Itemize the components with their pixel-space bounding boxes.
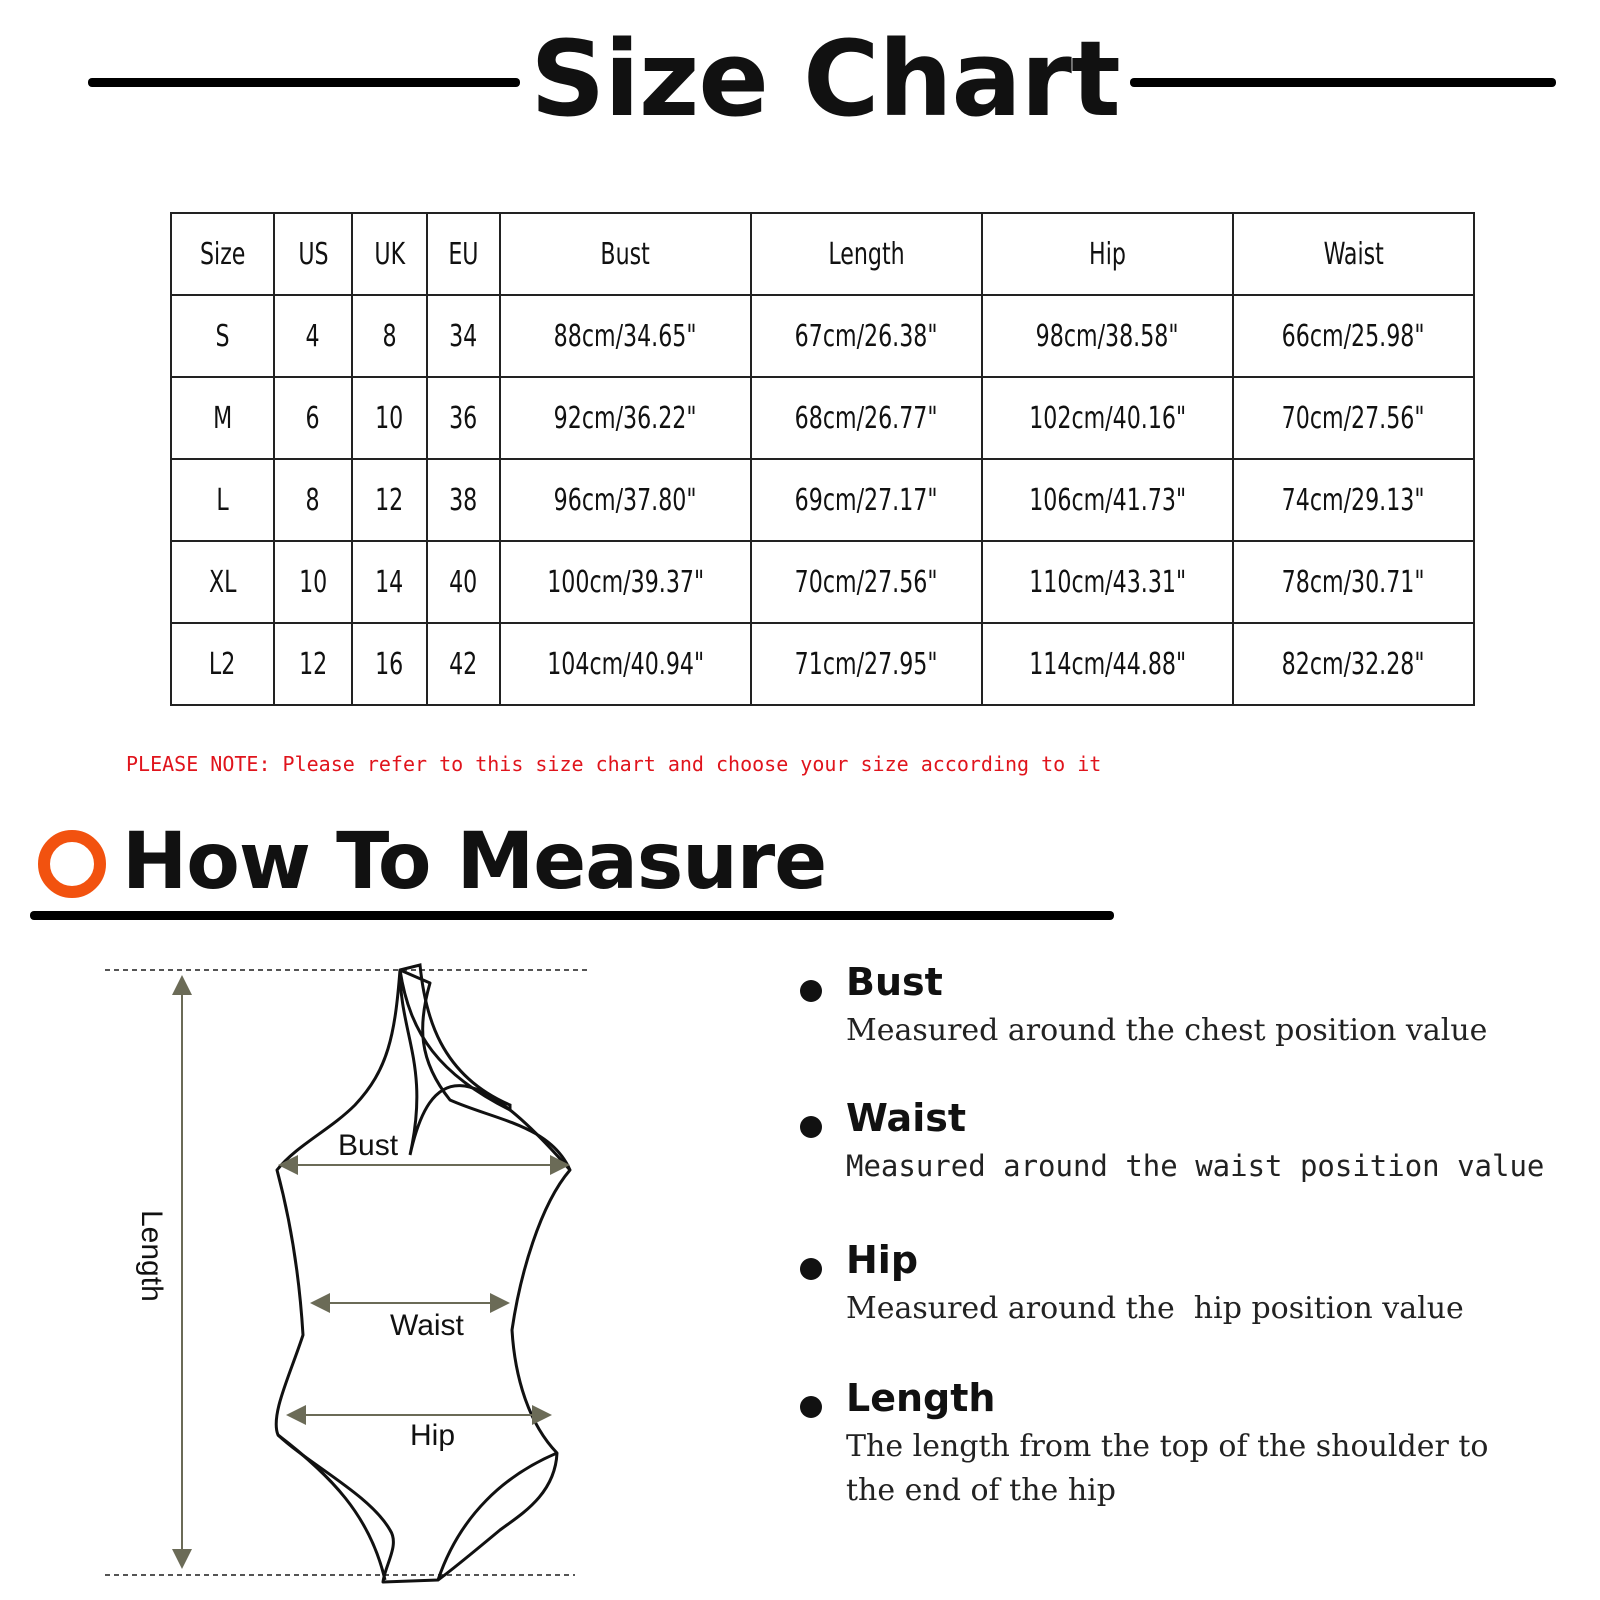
- table-cell: 8: [352, 295, 427, 377]
- column-header: Length: [751, 213, 982, 295]
- table-cell: 106cm/41.73": [982, 459, 1233, 541]
- column-header: Waist: [1233, 213, 1474, 295]
- table-cell: 16: [352, 623, 427, 705]
- table-row: [171, 623, 1474, 705]
- definition-text: Measured around the waist position value: [846, 1149, 1545, 1183]
- title-rule-right: [1130, 78, 1556, 87]
- table-cell: 40: [427, 541, 500, 623]
- length-label: Length: [135, 1210, 168, 1302]
- table-cell: 71cm/27.95": [751, 623, 982, 705]
- table-cell: 12: [274, 623, 352, 705]
- table-cell: M: [171, 377, 274, 459]
- leg-left: [278, 1435, 385, 1580]
- table-cell: 110cm/43.31": [982, 541, 1233, 623]
- table-cell: 34: [427, 295, 500, 377]
- definition-term: Hip: [846, 1238, 919, 1282]
- size-table: [170, 212, 1475, 706]
- bust-label: Bust: [338, 1129, 399, 1162]
- table-cell: 4: [274, 295, 352, 377]
- table-cell: 38: [427, 459, 500, 541]
- table-cell: L2: [171, 623, 274, 705]
- table-cell: 96cm/37.80": [500, 459, 751, 541]
- title-rule-left: [88, 78, 520, 87]
- table-cell: 88cm/34.65": [500, 295, 751, 377]
- table-cell: 67cm/26.38": [751, 295, 982, 377]
- page-title: Size Chart: [530, 18, 1120, 140]
- definition-term: Bust: [846, 960, 943, 1004]
- table-cell: 78cm/30.71": [1233, 541, 1474, 623]
- bullet-icon: [800, 980, 822, 1002]
- column-header: Size: [171, 213, 274, 295]
- table-cell: 70cm/27.56": [751, 541, 982, 623]
- table-cell: 14: [352, 541, 427, 623]
- table-cell: 36: [427, 377, 500, 459]
- table-cell: 74cm/29.13": [1233, 459, 1474, 541]
- table-cell: 92cm/36.22": [500, 377, 751, 459]
- waist-label: Waist: [390, 1309, 464, 1342]
- table-cell: 98cm/38.58": [982, 295, 1233, 377]
- table-cell: 10: [352, 377, 427, 459]
- table-cell: 68cm/26.77": [751, 377, 982, 459]
- definition-term: Length: [846, 1376, 996, 1420]
- table-cell: 6: [274, 377, 352, 459]
- table-cell: 12: [352, 459, 427, 541]
- table-cell: 8: [274, 459, 352, 541]
- table-cell: 66cm/25.98": [1233, 295, 1474, 377]
- leg-right: [438, 1453, 557, 1580]
- table-row: [171, 295, 1474, 377]
- table-cell: L: [171, 459, 274, 541]
- bullet-icon: [800, 1258, 822, 1280]
- definition-text: Measured around the hip position value: [846, 1291, 1464, 1326]
- table-cell: 114cm/44.88": [982, 623, 1233, 705]
- table-cell: 82cm/32.28": [1233, 623, 1474, 705]
- swimsuit-outline: [276, 970, 570, 1582]
- table-header-row: [171, 213, 1474, 295]
- column-header: Bust: [500, 213, 751, 295]
- bullet-icon: [800, 1116, 822, 1138]
- table-row: [171, 541, 1474, 623]
- table-cell: S: [171, 295, 274, 377]
- bullet-icon: [800, 1396, 822, 1418]
- table-cell: XL: [171, 541, 274, 623]
- hip-label: Hip: [410, 1419, 456, 1452]
- table-row: [171, 377, 1474, 459]
- column-header: EU: [427, 213, 500, 295]
- definition-text-line2: the end of the hip: [846, 1473, 1116, 1508]
- table-cell: 102cm/40.16": [982, 377, 1233, 459]
- definition-term: Waist: [846, 1096, 967, 1140]
- measurement-diagram: [100, 955, 720, 1595]
- table-cell: 104cm/40.94": [500, 623, 751, 705]
- table-cell: 100cm/39.37": [500, 541, 751, 623]
- definition-text: The length from the top of the shoulder to: [846, 1429, 1489, 1464]
- column-header: UK: [352, 213, 427, 295]
- definition-text: Measured around the chest position value: [846, 1013, 1488, 1048]
- table-cell: 69cm/27.17": [751, 459, 982, 541]
- table-cell: 10: [274, 541, 352, 623]
- size-note: PLEASE NOTE: Please refer to this size chart and choose your size according to it: [126, 752, 1102, 776]
- column-header: Hip: [982, 213, 1233, 295]
- table-row: [171, 459, 1474, 541]
- table-cell: 42: [427, 623, 500, 705]
- how-to-measure-title: How To Measure: [122, 817, 827, 907]
- how-to-measure-rule: [30, 911, 1114, 920]
- orange-ring-icon: [38, 830, 106, 898]
- column-header: US: [274, 213, 352, 295]
- table-cell: 70cm/27.56": [1233, 377, 1474, 459]
